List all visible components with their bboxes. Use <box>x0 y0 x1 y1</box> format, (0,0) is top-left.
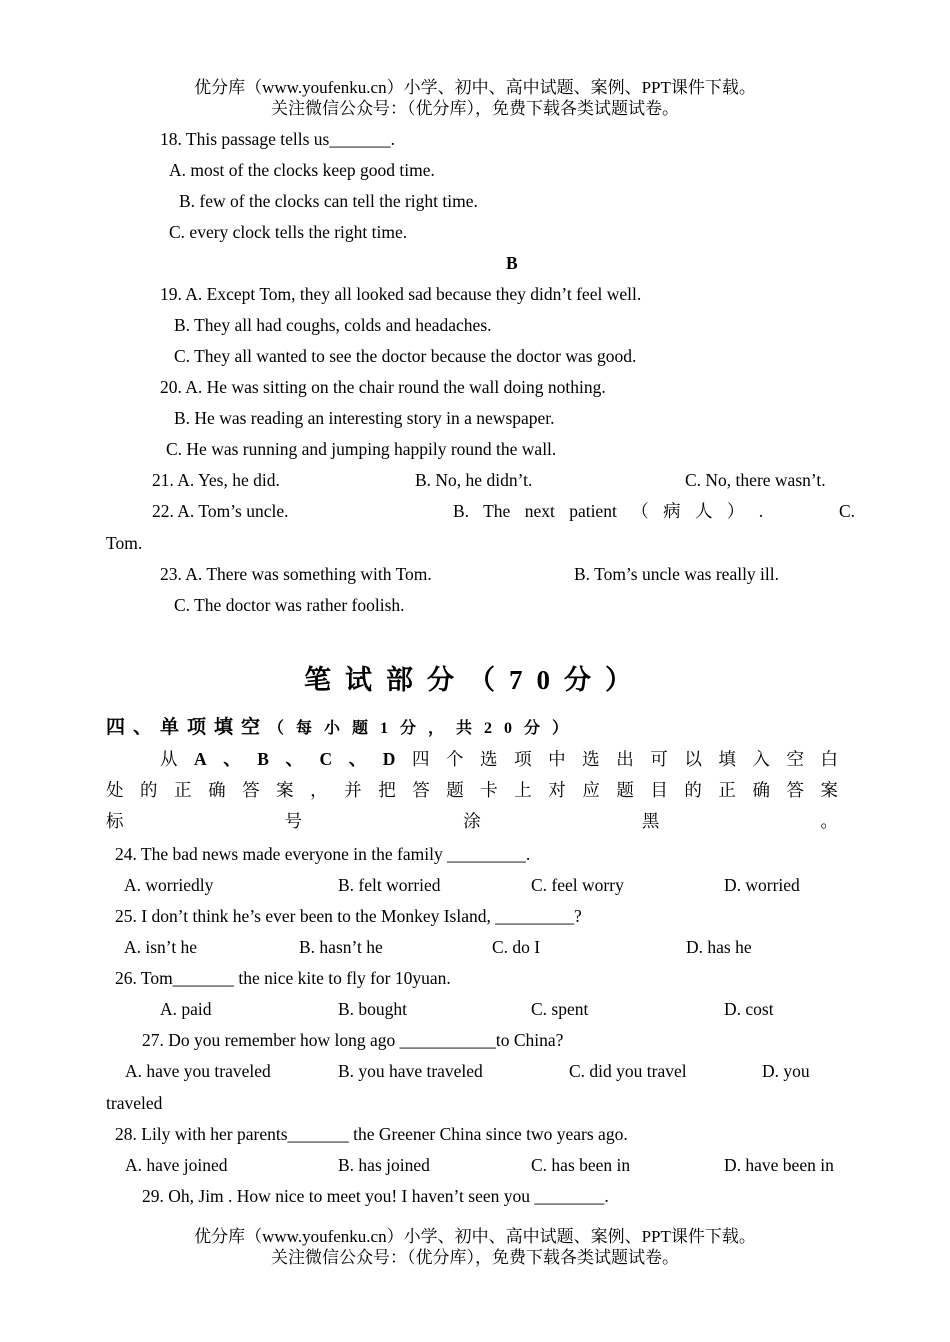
q20-option-c: C. He was running and jumping happily round the wall. <box>166 439 557 459</box>
q25-option-d: D. has he <box>686 937 752 957</box>
q27-option-a: A. have you traveled <box>125 1061 271 1081</box>
written-section-title: 笔试部分（70分） <box>304 665 646 695</box>
q20-option-b: B. He was reading an interesting story in a newspaper. <box>174 408 555 428</box>
q27-option-d-continued: traveled <box>106 1093 163 1113</box>
q19-option-b: B. They all had coughs, colds and headaches. <box>174 315 492 335</box>
q24-option-c: C. feel worry <box>531 875 624 895</box>
q28-option-b: B. has joined <box>338 1155 430 1175</box>
instruction-post: 四个选项中选出可以填入空白处的正确答案，并把答题卡上对应题目的正确答案标号涂黑。 <box>106 749 854 831</box>
q26-option-d: D. cost <box>724 999 774 1019</box>
q22-option-c: C. <box>839 501 856 521</box>
q18-option-a: A. most of the clocks keep good time. <box>169 160 435 180</box>
q24-option-d: D. worried <box>724 875 800 895</box>
q22-option-a: 22. A. Tom’s uncle. <box>152 501 289 521</box>
q26-option-a: A. paid <box>160 999 212 1019</box>
header-line-2: 关注微信公众号：（优分库），免费下载各类试题试卷。 <box>271 99 679 118</box>
q24-stem: 24. The bad news made everyone in the family _________. <box>115 844 531 864</box>
q23-option-b: B. Tom’s uncle was really ill. <box>574 564 780 584</box>
instruction-letters: A、B、C、D <box>194 749 412 769</box>
q25-option-b: B. hasn’t he <box>299 937 383 957</box>
q23-option-a: 23. A. There was something with Tom. <box>160 564 432 584</box>
q27-stem: 27. Do you remember how long ago ___________to China? <box>142 1030 564 1050</box>
q26-option-b: B. bought <box>338 999 408 1019</box>
q22-option-c-continued: Tom. <box>106 533 143 553</box>
q20-option-a: 20. A. He was sitting on the chair round the wall doing nothing. <box>160 377 606 397</box>
q28-option-a: A. have joined <box>125 1155 228 1175</box>
q26-option-c: C. spent <box>531 999 589 1019</box>
q18-option-b: B. few of the clocks can tell the right time. <box>179 191 478 211</box>
q21-option-c: C. No, there wasn’t. <box>685 470 826 490</box>
q26-stem: 26. Tom_______ the nice kite to fly for 10yuan. <box>115 968 451 988</box>
q25-stem: 25. I don’t think he’s ever been to the Monkey Island, _________? <box>115 906 582 926</box>
q22-option-b: B. The next patient （ 病 人 ） . <box>453 501 764 521</box>
q29-stem: 29. Oh, Jim . How nice to meet you! I haven’t seen you ________. <box>142 1186 609 1206</box>
q25-option-a: A. isn’t he <box>124 937 198 957</box>
q18-option-c: C. every clock tells the right time. <box>169 222 408 242</box>
q27-option-c: C. did you travel <box>569 1061 687 1081</box>
q21-option-b: B. No, he didn’t. <box>415 470 533 490</box>
footer-line-2: 关注微信公众号：（优分库），免费下载各类试题试卷。 <box>271 1248 679 1267</box>
section-4-scoring: （每小题1分，共20分） <box>268 720 581 737</box>
instruction-pre: 从 <box>160 749 195 769</box>
q23-option-c: C. The doctor was rather foolish. <box>174 595 405 615</box>
footer-line-1: 优分库（www.youfenku.cn）小学、初中、高中试题、案例、PPT课件下载。 <box>194 1227 756 1246</box>
q28-stem: 28. Lily with her parents_______ the Greener China since two years ago. <box>115 1124 628 1144</box>
q18-stem: 18. This passage tells us_______. <box>160 129 395 149</box>
q28-option-d: D. have been in <box>724 1155 834 1175</box>
q28-option-c: C. has been in <box>531 1155 631 1175</box>
q24-option-b: B. felt worried <box>338 875 441 895</box>
q19-option-c: C. They all wanted to see the doctor because the doctor was good. <box>174 346 637 366</box>
header-line-1: 优分库（www.youfenku.cn）小学、初中、高中试题、案例、PPT课件下载。 <box>194 78 756 97</box>
q24-option-a: A. worriedly <box>124 875 214 895</box>
q27-option-b: B. you have traveled <box>338 1061 483 1081</box>
section-4-title: 四、单项填空 <box>106 717 269 738</box>
q27-option-d: D. you <box>762 1061 810 1081</box>
section-4-heading <box>106 716 580 741</box>
part-b-heading: B <box>506 253 518 273</box>
q25-option-c: C. do I <box>492 937 541 957</box>
section-4-instructions <box>106 744 854 837</box>
q21-option-a: 21. A. Yes, he did. <box>152 470 280 490</box>
q19-option-a: 19. A. Except Tom, they all looked sad because they didn’t feel well. <box>160 284 642 304</box>
